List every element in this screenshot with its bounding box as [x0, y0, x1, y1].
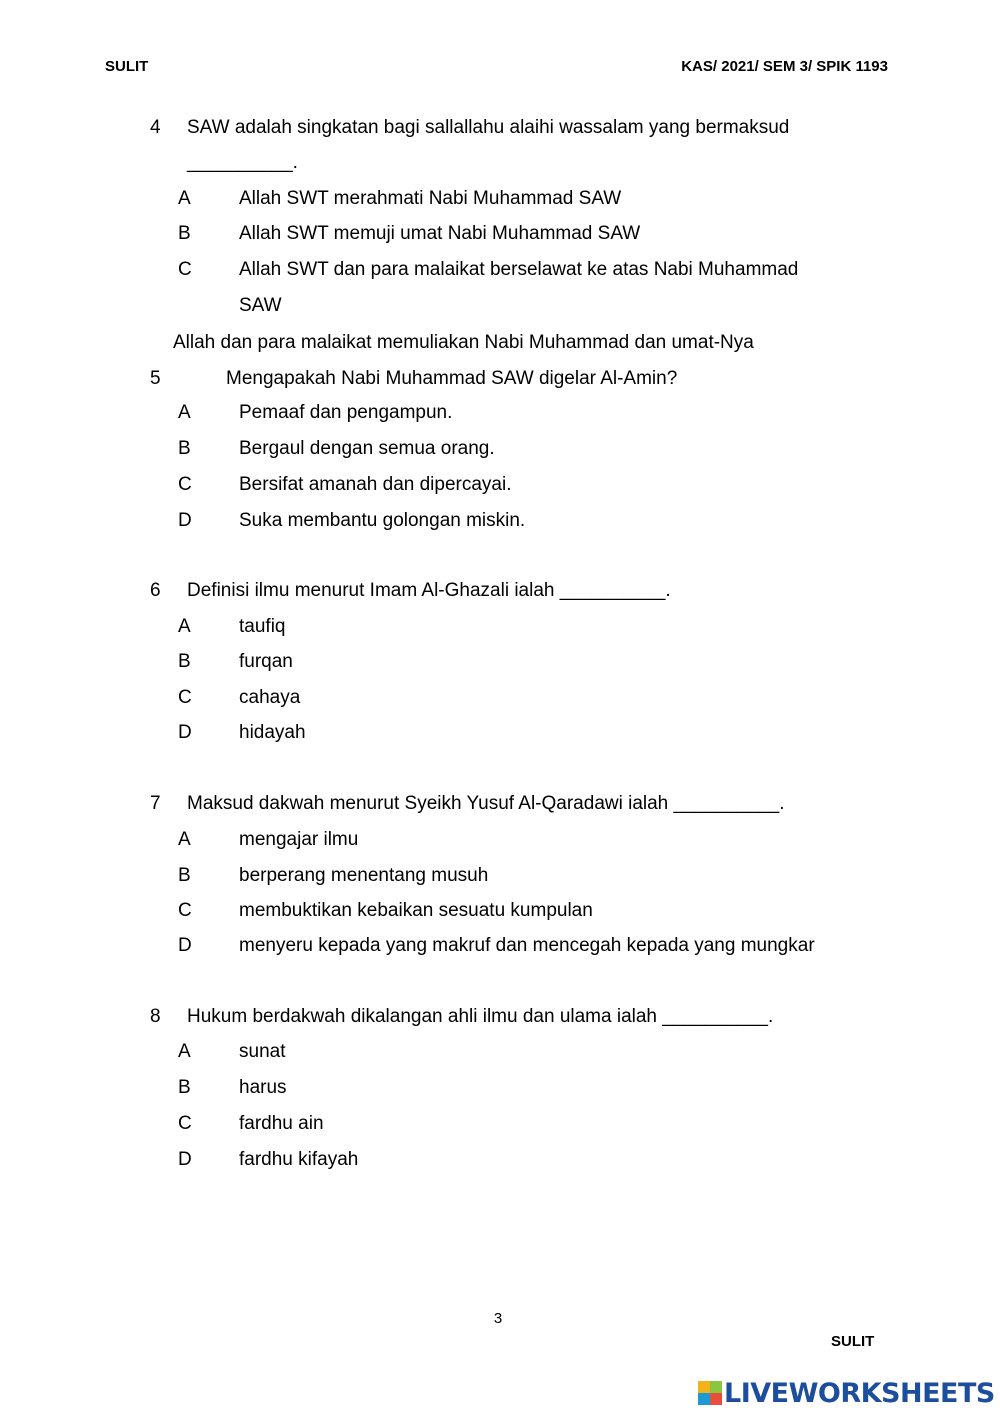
question-text: Definisi ilmu menurut Imam Al-Ghazali ialah __________. [187, 580, 671, 601]
option-letter[interactable]: D [178, 935, 192, 956]
page-number: 3 [493, 1310, 503, 1327]
option-letter[interactable]: B [178, 438, 191, 459]
option-text[interactable]: Allah SWT dan para malaikat berselawat ke atas Nabi Muhammad [239, 259, 799, 280]
question-text: Mengapakah Nabi Muhammad SAW digelar Al-Amin? [226, 368, 678, 389]
option-letter[interactable]: A [178, 402, 191, 423]
option-letter[interactable]: A [178, 616, 191, 637]
option-text[interactable]: sunat [239, 1041, 286, 1062]
option-text[interactable]: harus [239, 1077, 287, 1098]
option-letter[interactable]: B [178, 865, 191, 886]
question-number: 5 [150, 368, 161, 389]
option-text[interactable]: Bersifat amanah dan dipercayai. [239, 474, 512, 495]
option-text[interactable]: hidayah [239, 722, 306, 743]
option-letter[interactable]: B [178, 651, 191, 672]
question-number: 6 [150, 580, 161, 601]
option-text[interactable]: Allah SWT memuji umat Nabi Muhammad SAW [239, 223, 641, 244]
option-letter[interactable]: C [178, 1113, 192, 1134]
question-text: SAW adalah singkatan bagi sallallahu alaihi wassalam yang bermaksud [187, 117, 790, 138]
option-text[interactable]: cahaya [239, 687, 301, 708]
question-number: 4 [150, 117, 161, 138]
option-letter[interactable]: C [178, 900, 192, 921]
option-letter[interactable]: A [178, 829, 191, 850]
liveworksheets-logo-icon [698, 1381, 722, 1405]
question-number: 7 [150, 793, 161, 814]
option-text[interactable]: furqan [239, 651, 293, 672]
option-letter[interactable]: D [178, 722, 192, 743]
option-text[interactable]: Pemaaf dan pengampun. [239, 402, 453, 423]
option-letter[interactable]: A [178, 1041, 191, 1062]
option-letter[interactable]: C [178, 474, 192, 495]
option-text[interactable]: menyeru kepada yang makruf dan mencegah kepada yang mungkar [239, 935, 815, 956]
option-text[interactable]: taufiq [239, 616, 286, 637]
question-text: Maksud dakwah menurut Syeikh Yusuf Al-Qaradawi ialah __________. [187, 793, 785, 814]
option-text[interactable]: fardhu kifayah [239, 1149, 359, 1170]
header-code: KAS/ 2021/ SEM 3/ SPIK 1193 [681, 58, 888, 75]
option-letter[interactable]: D [178, 1149, 192, 1170]
option-letter[interactable]: D [178, 510, 192, 531]
question-blank: __________. [187, 152, 298, 173]
option-text[interactable]: Bergaul dengan semua orang. [239, 438, 495, 459]
option-text[interactable]: mengajar ilmu [239, 829, 359, 850]
option-text[interactable]: fardhu ain [239, 1113, 324, 1134]
question-text: Hukum berdakwah dikalangan ahli ilmu dan ulama ialah __________. [187, 1006, 774, 1027]
watermark-text: LIVEWORKSHEETS [724, 1377, 995, 1409]
option-letter[interactable]: B [178, 1077, 191, 1098]
option-text[interactable]: membuktikan kebaikan sesuatu kumpulan [239, 900, 593, 921]
option-letter[interactable]: B [178, 223, 191, 244]
header-sulit: SULIT [105, 58, 149, 75]
option-letter[interactable]: C [178, 687, 192, 708]
footer-sulit: SULIT [831, 1333, 875, 1350]
option-letter[interactable]: A [178, 188, 191, 209]
question-number: 8 [150, 1006, 161, 1027]
option-letter[interactable]: C [178, 259, 192, 280]
option-text[interactable]: Suka membantu golongan miskin. [239, 510, 526, 531]
option-text[interactable]: Allah SWT merahmati Nabi Muhammad SAW [239, 188, 622, 209]
option-text[interactable]: berperang menentang musuh [239, 865, 489, 886]
option-text-continued[interactable]: SAW [239, 295, 282, 316]
option-text-unlettered[interactable]: Allah dan para malaikat memuliakan Nabi Muhammad dan umat-Nya [173, 332, 754, 353]
liveworksheets-logo [698, 1378, 995, 1408]
